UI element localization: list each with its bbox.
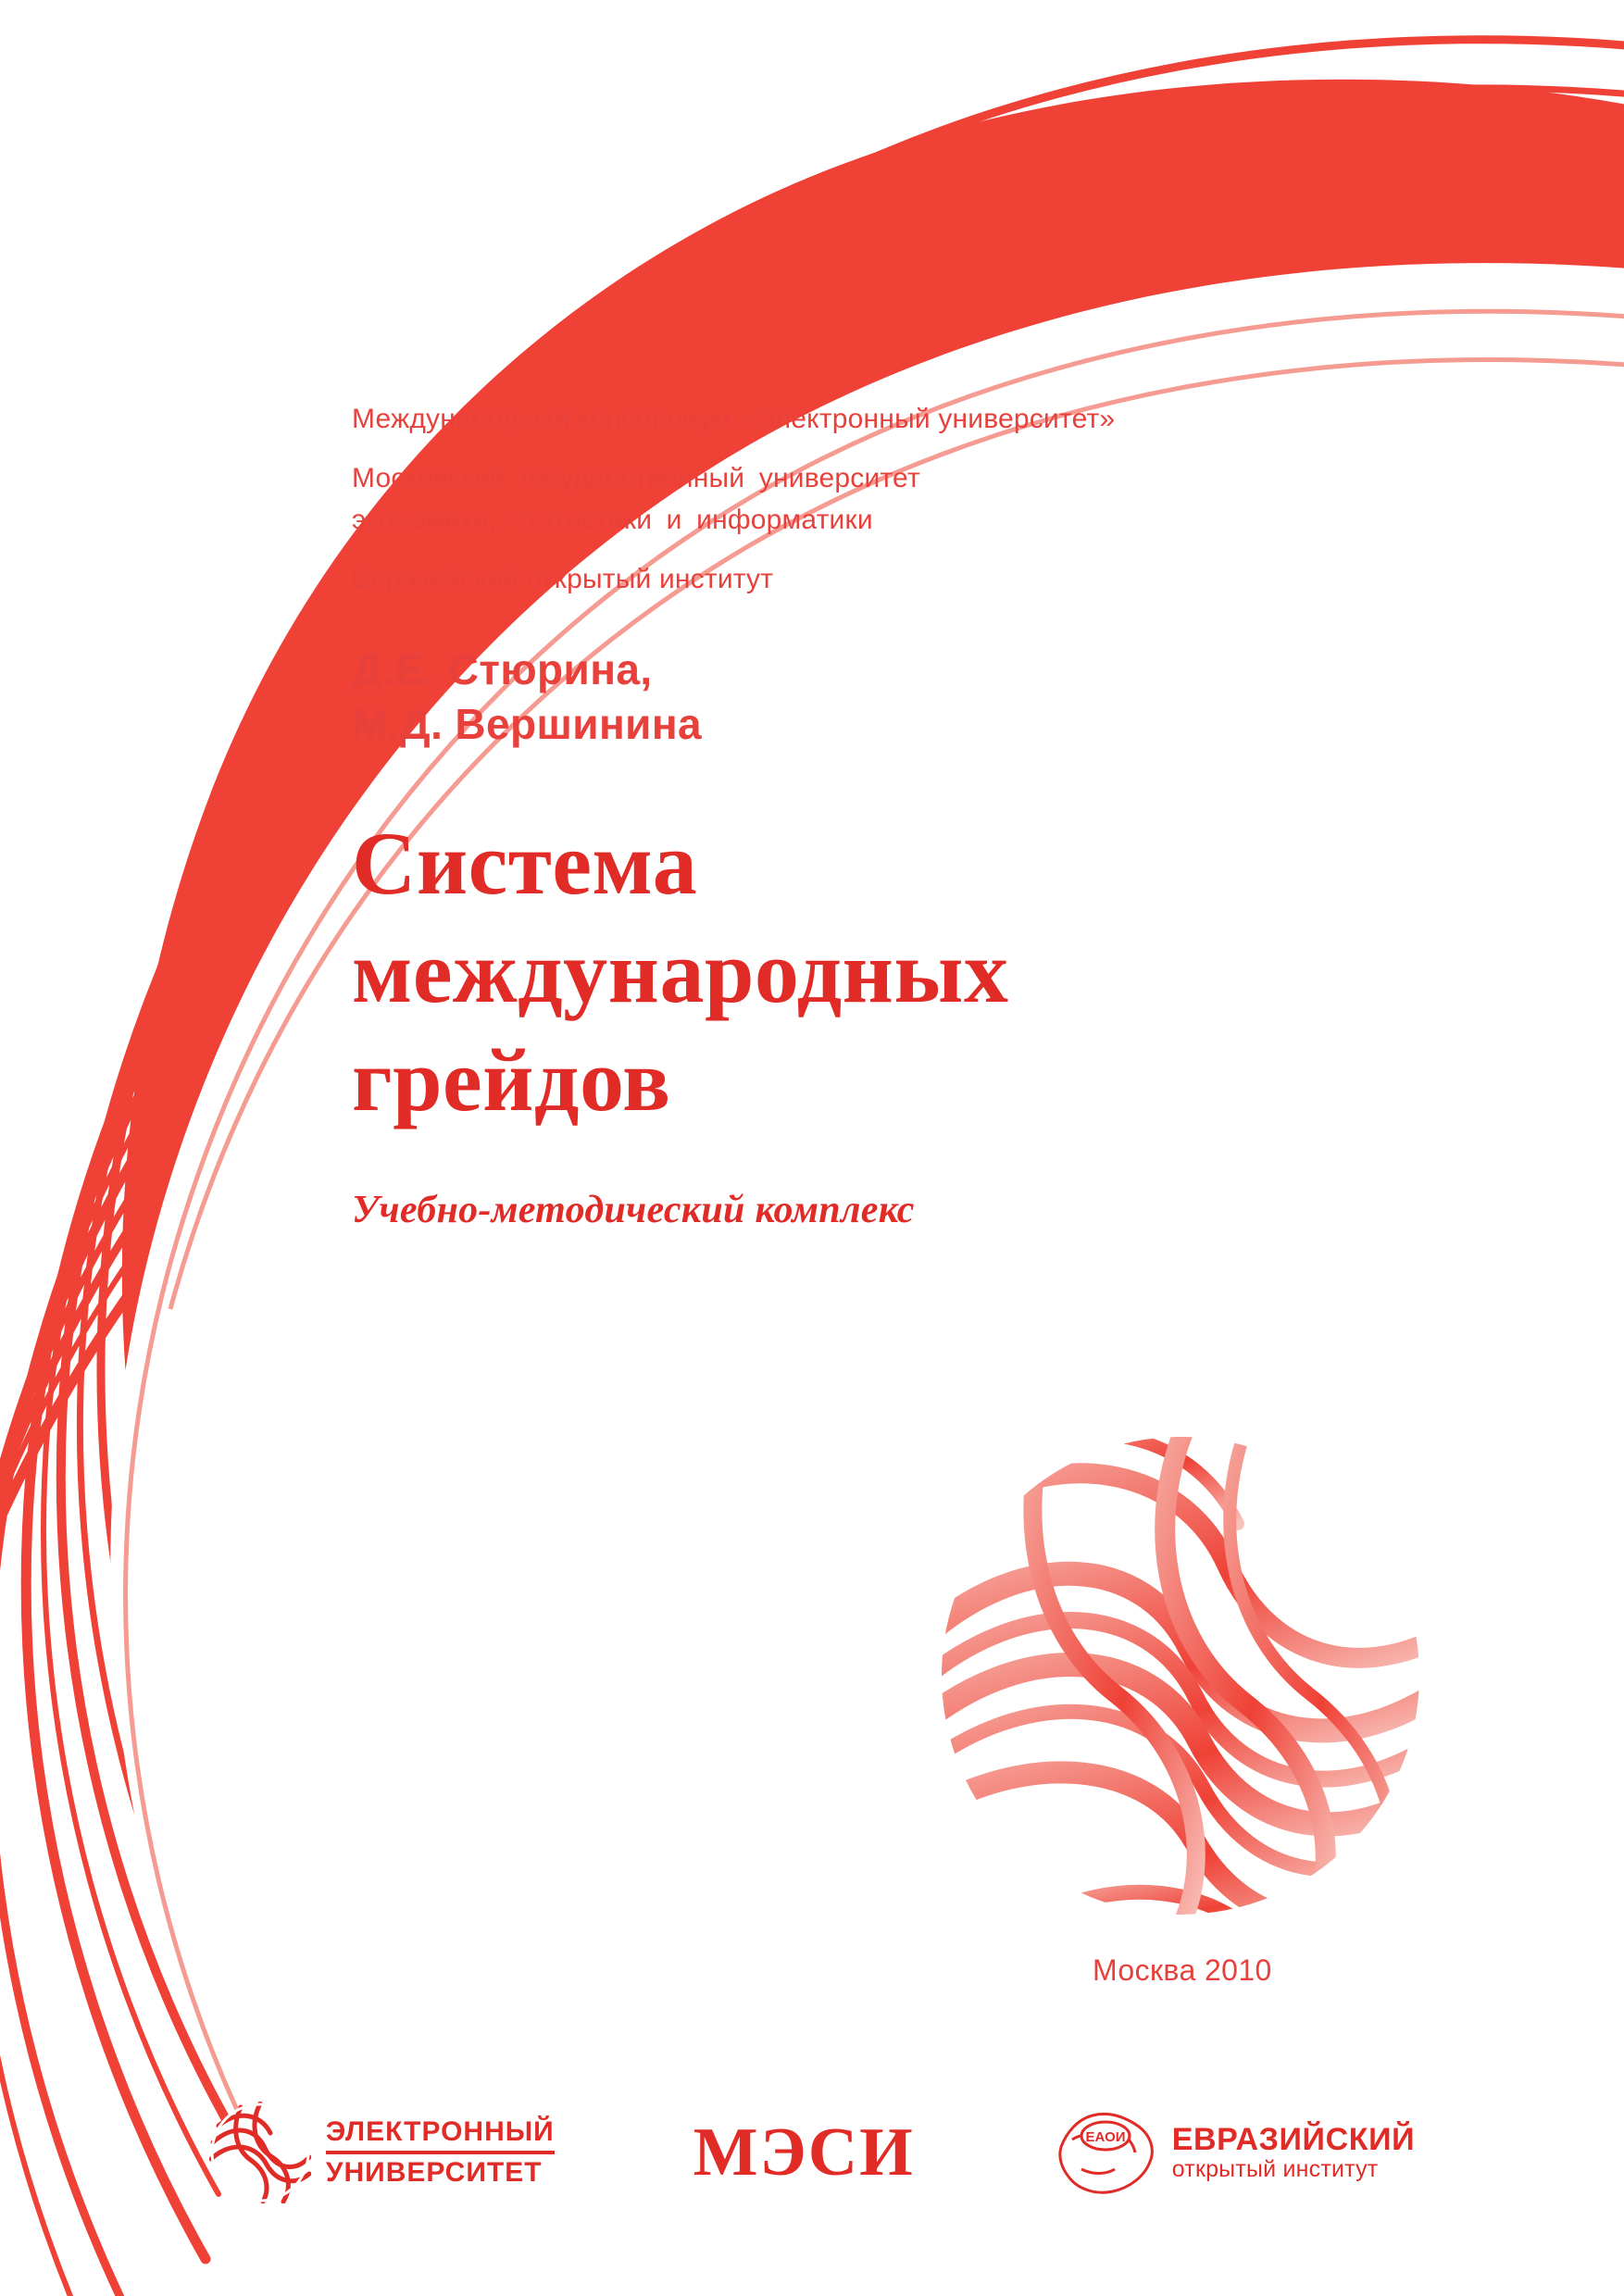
eaoi-badge-text: ЕАОИ (1085, 2129, 1126, 2145)
mesi-logo-text: МЭСИ (693, 2114, 915, 2190)
organization-line-1: Международный консорциум «Электронный университет» (352, 404, 1116, 434)
eoi-line-2: открытый институт (1171, 2155, 1379, 2182)
title-line-1: Система (352, 814, 698, 914)
electronic-university-logo (209, 2102, 555, 2203)
organization-line-2: Московский государственный университет (352, 462, 920, 493)
title-line-3: грейдов (352, 1030, 671, 1130)
author-line-2: М.Д. Вершинина (352, 700, 702, 749)
author-line-1: Д.Е. Стюрина, (352, 645, 653, 694)
eoi-line-1: ЕВРАЗИЙСКИЙ (1171, 2122, 1416, 2158)
book-subtitle: Учебно-методический комплекс (352, 1189, 915, 1232)
mesi-logo (693, 2114, 915, 2192)
globe-emblem (912, 1407, 1449, 1944)
footer-logo-row (0, 2065, 1624, 2240)
electronic-university-line-2: УНИВЕРСИТЕТ (325, 2156, 543, 2188)
title-line-2: международных (352, 922, 1009, 1022)
electronic-university-logo-text (326, 2117, 555, 2188)
imprint-city-year: Москва 2010 (1093, 1953, 1272, 1987)
organization-line-3: экономики, статистики и информатики (352, 505, 873, 536)
publisher-organizations (352, 398, 1481, 600)
eurasian-open-institute-logo-text (1172, 2123, 1415, 2182)
eurasian-open-institute-logo (1054, 2104, 1415, 2201)
eaoi-map-icon (1054, 2104, 1157, 2201)
electronic-university-swirl-icon (209, 2102, 311, 2203)
electronic-university-line-1: ЭЛЕКТРОННЫЙ (326, 2117, 555, 2153)
authors-block (352, 643, 1481, 752)
book-title (352, 809, 1389, 1134)
cover-text-block (352, 398, 1481, 1232)
organization-line-4: Евразийский открытый институт (352, 563, 774, 594)
